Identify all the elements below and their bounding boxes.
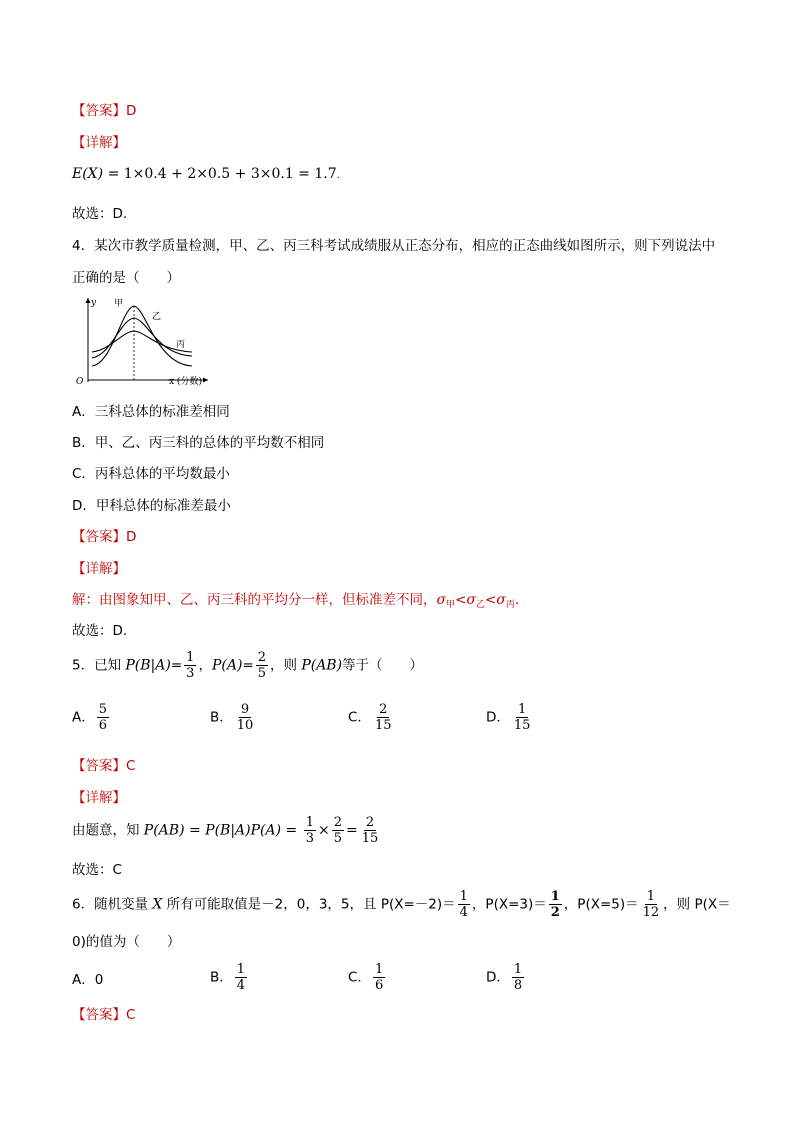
q6-stem-line2: 0)的值为（ ） xyxy=(72,934,181,950)
detail-formula: P(AB) = P(B|A)P(A) = xyxy=(143,822,302,839)
prob-4: ，则 P(X＝ xyxy=(663,896,731,913)
q5-option-d xyxy=(486,702,534,733)
q4-option-d: D．甲科总体的标准差最小 xyxy=(72,498,231,514)
numerator: 9 xyxy=(240,702,250,717)
q4-option-a: A．三科总体的标准差相同 xyxy=(72,404,230,420)
fraction xyxy=(97,702,109,733)
curve-jia xyxy=(92,306,192,366)
detail-label: 【详解】 xyxy=(72,790,126,806)
fraction xyxy=(360,815,381,846)
denominator: 5 xyxy=(257,666,267,681)
q5-pa: P(A) xyxy=(211,657,243,674)
numerator: 2 xyxy=(365,815,375,830)
numerator: 1 xyxy=(646,889,656,904)
answer-value: D xyxy=(126,103,137,119)
numerator: 1 xyxy=(305,815,314,830)
numerator: 1 xyxy=(186,650,195,665)
denominator: 15 xyxy=(361,831,379,846)
label-yi: 乙 xyxy=(152,312,162,322)
q6-values: 所有可能取值是－2，0，3，5，且 xyxy=(162,896,381,913)
numerator: 2 xyxy=(257,650,267,665)
curve-yi xyxy=(92,318,192,358)
answer-value: D xyxy=(126,529,137,545)
q3-formula xyxy=(72,166,340,182)
answer-value: C xyxy=(126,758,136,774)
detail-prefix: 由题意，知 xyxy=(72,822,144,839)
answer-value: C xyxy=(126,1007,136,1023)
sigma: σ xyxy=(466,592,476,608)
eq: = xyxy=(346,822,358,839)
q5-option-a xyxy=(72,702,111,733)
sigma-sub: 甲 xyxy=(446,600,456,610)
sigma: σ xyxy=(436,592,447,608)
eq: = xyxy=(242,657,254,674)
option-label: C． xyxy=(348,709,371,726)
fraction xyxy=(458,889,470,920)
denominator: 2 xyxy=(550,905,560,920)
answer-label: 【答案】 xyxy=(72,758,126,774)
q5-detail xyxy=(72,815,382,846)
label-jia: 甲 xyxy=(114,299,124,309)
option-label: D． xyxy=(486,969,510,986)
fraction xyxy=(373,702,394,733)
prob-1: P(X=－2)＝ xyxy=(380,896,456,913)
q4-option-b: B．甲、乙、丙三科的总体的平均数不相同 xyxy=(72,435,325,451)
q6-option-b xyxy=(210,962,249,993)
fraction xyxy=(256,650,268,681)
q5-stem: 5．已知 P(B|A)= $\frac{1}{3}$ ，P(A)= $\frac{2}{5}$ ，则 P(AB)等于（ ） xyxy=(72,650,424,681)
q5-num: 5．已知 xyxy=(72,657,126,674)
fraction xyxy=(235,962,247,993)
prob-3: ，P(X=5)＝ xyxy=(563,896,639,913)
then: ，则 xyxy=(270,657,302,674)
var-x: X xyxy=(152,896,163,913)
denominator: 3 xyxy=(186,666,195,681)
option-label: B． xyxy=(210,969,233,986)
q4-stem-line2: 正确的是（ ） xyxy=(72,270,180,286)
denominator: 10 xyxy=(236,718,254,733)
q5-conclusion: 故选：C xyxy=(72,862,122,878)
numerator: 1 xyxy=(236,962,246,977)
detail-label: 【详解】 xyxy=(72,561,126,577)
detail-text: 解：由图象知甲、乙、丙三科的平均分一样，但标准差不同， xyxy=(72,592,437,608)
option-label: D． xyxy=(486,709,510,726)
denominator: 8 xyxy=(513,978,523,993)
denominator: 15 xyxy=(374,718,392,733)
q6-num: 6．随机变量 xyxy=(72,896,153,913)
label-bing: 丙 xyxy=(176,340,186,350)
numerator: 2 xyxy=(333,815,343,830)
denominator: 15 xyxy=(513,718,531,733)
numerator: 5 xyxy=(98,702,108,717)
fraction xyxy=(184,650,196,681)
q4-option-c: C．丙科总体的平均数最小 xyxy=(72,466,230,482)
option-label: A．0 xyxy=(72,972,104,988)
answer-label: 【答案】 xyxy=(72,529,126,545)
denominator: 4 xyxy=(459,905,468,920)
fraction xyxy=(512,702,533,733)
q5-answer xyxy=(72,757,135,775)
fraction xyxy=(304,815,316,846)
option-label: B． xyxy=(210,709,233,726)
q4-stem-line1: 4．某次市教学质量检测，甲、乙、丙三科考试成绩服从正态分布，相应的正态曲线如图所示，则下列说法中 xyxy=(72,238,716,254)
option-label: A． xyxy=(72,709,95,726)
q5-pab: P(AB) xyxy=(301,657,343,674)
fraction xyxy=(512,962,524,993)
sigma: σ xyxy=(496,592,506,608)
q6-option-d xyxy=(486,962,526,993)
option-label: C． xyxy=(348,969,371,986)
q6-option-a xyxy=(72,971,103,989)
lt: < xyxy=(484,592,497,608)
numerator: 2 xyxy=(379,702,388,717)
sigma-sub: 乙 xyxy=(475,600,485,610)
fraction xyxy=(332,815,344,846)
q5-pba: P(B|A) xyxy=(125,657,171,674)
numerator: 1 xyxy=(550,889,560,904)
formula-lhs: E(X) xyxy=(72,166,104,182)
answer-label: 【答案】 xyxy=(72,103,126,119)
denominator: 6 xyxy=(374,978,384,993)
sigma-sub: 丙 xyxy=(505,600,515,610)
q5-option-c xyxy=(348,702,395,733)
fraction xyxy=(373,962,385,993)
y-label: y xyxy=(91,298,97,308)
times: × xyxy=(318,822,330,839)
denominator: 6 xyxy=(98,718,108,733)
q5-option-b xyxy=(210,702,257,733)
origin-label: O xyxy=(76,377,84,387)
denominator: 3 xyxy=(305,831,314,846)
q3-answer xyxy=(72,102,136,120)
numerator: 1 xyxy=(459,889,468,904)
q4-conclusion: 故选：D. xyxy=(72,623,128,639)
denominator: 12 xyxy=(642,905,660,920)
normal-curves-figure xyxy=(72,294,212,388)
denominator: 5 xyxy=(333,831,343,846)
prob-2: ，P(X=3)＝ xyxy=(471,896,547,913)
lt: < xyxy=(455,592,467,608)
formula-rhs: = 1×0.4 + 2×0.5 + 3×0.1 = 1.7 xyxy=(103,166,337,182)
q5-tail: 等于（ ） xyxy=(342,657,424,674)
fraction xyxy=(641,889,662,920)
answer-label: 【答案】 xyxy=(72,1007,126,1023)
q3-conclusion: 故选：D. xyxy=(72,206,128,222)
period: . xyxy=(514,592,520,608)
fraction xyxy=(235,702,256,733)
q6-option-c xyxy=(348,962,387,993)
detail-label: 【详解】 xyxy=(72,135,126,151)
numerator: 1 xyxy=(374,962,384,977)
numerator: 1 xyxy=(513,962,523,977)
fraction xyxy=(549,889,562,920)
numerator: 1 xyxy=(518,702,527,717)
q6-stem xyxy=(72,889,731,920)
q4-answer xyxy=(72,528,136,546)
eq: = xyxy=(170,657,183,674)
formula-tail: . xyxy=(336,170,340,181)
x-label: x (分数) xyxy=(169,377,202,387)
q4-detail xyxy=(72,591,519,611)
q6-answer xyxy=(72,1006,135,1024)
denominator: 4 xyxy=(236,978,246,993)
